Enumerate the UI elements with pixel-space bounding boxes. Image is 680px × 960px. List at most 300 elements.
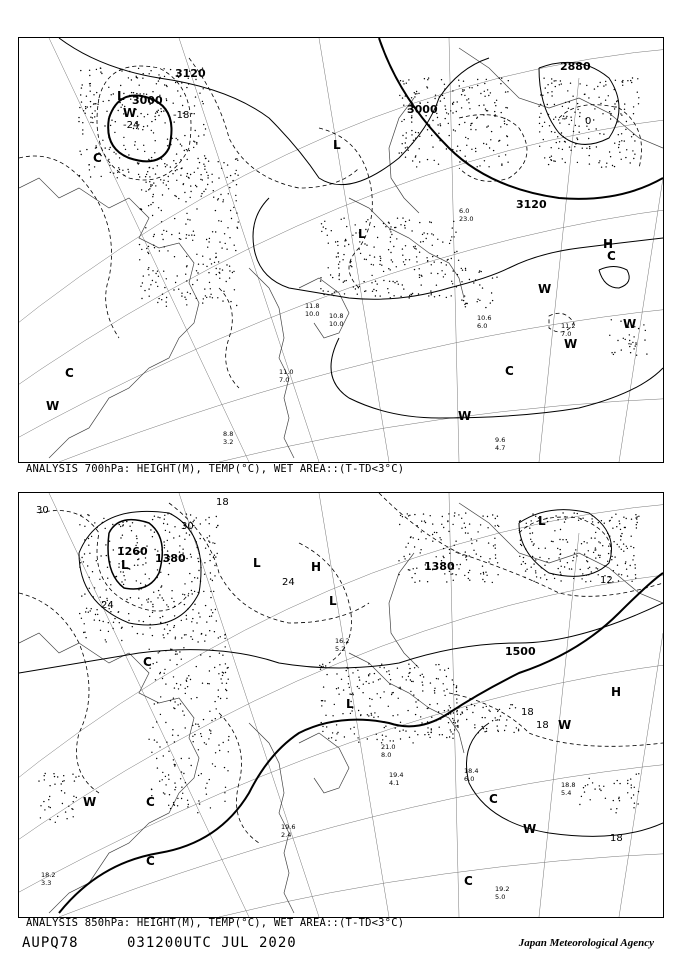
wet-area-dot (419, 277, 420, 278)
wet-area-dot (110, 147, 111, 148)
wet-area-dot (85, 637, 86, 638)
wet-area-dot (178, 289, 179, 290)
wet-area-dot (572, 560, 573, 561)
wet-area-dot (224, 233, 225, 234)
wet-area-dot (156, 758, 157, 759)
wet-area-dot (423, 676, 424, 677)
wet-area-dot (504, 730, 505, 731)
wet-area-dot (358, 742, 359, 743)
wet-area-dot (423, 232, 424, 233)
wet-area-dot (212, 612, 213, 613)
wet-area-dot (186, 532, 187, 533)
wet-area-dot (172, 735, 173, 736)
wet-area-dot (600, 542, 601, 543)
wet-area-dot (158, 652, 159, 653)
wet-area-dot (487, 527, 488, 528)
wet-area-dot (172, 729, 173, 730)
wet-area-dot (598, 541, 599, 542)
wet-area-dot (368, 674, 369, 675)
wet-area-dot (637, 78, 638, 79)
wet-area-dot (114, 132, 115, 133)
wet-area-dot (186, 234, 187, 235)
wet-area-dot (110, 611, 111, 612)
wet-area-dot (223, 199, 224, 200)
wet-area-dot (226, 683, 227, 684)
temp-label: 18 (610, 833, 623, 844)
wet-area-dot (551, 131, 552, 132)
wet-area-dot (634, 803, 635, 804)
wet-area-dot (619, 783, 620, 784)
wet-area-dot (397, 218, 398, 219)
wet-area-dot (465, 306, 466, 307)
wet-area-dot (399, 152, 400, 153)
wet-area-dot (562, 158, 563, 159)
wet-area-dot (86, 608, 87, 609)
wet-area-dot (416, 568, 417, 569)
wet-area-dot (201, 196, 202, 197)
wet-area-dot (136, 77, 137, 78)
wet-area-dot (176, 664, 177, 665)
wet-area-dot (453, 102, 454, 103)
wet-area-dot (345, 239, 346, 240)
wet-area-dot (229, 277, 230, 278)
wet-area-dot (495, 105, 496, 106)
wet-area-dot (584, 94, 585, 95)
wet-area-dot (215, 257, 216, 258)
wet-area-dot (461, 268, 462, 269)
wet-area-dot (178, 688, 179, 689)
wet-area-dot (405, 730, 406, 731)
wet-area-dot (368, 663, 369, 664)
wet-area-dot (158, 110, 159, 111)
wet-area-dot (207, 175, 208, 176)
wet-area-dot (165, 784, 166, 785)
wet-area-dot (324, 700, 325, 701)
wet-area-dot (385, 226, 386, 227)
wet-area-dot (617, 544, 618, 545)
wet-area-dot (191, 621, 192, 622)
wet-area-dot (414, 731, 415, 732)
station-value: 18.2 (41, 871, 56, 879)
wet-area-dot (212, 763, 213, 764)
wet-area-dot (337, 241, 338, 242)
wet-area-dot (152, 202, 153, 203)
wet-area-dot (431, 233, 432, 234)
station-value: 11.8 (305, 302, 320, 310)
wet-area-dot (164, 246, 165, 247)
wet-area-dot (169, 532, 170, 533)
wet-area-dot (161, 585, 162, 586)
wet-area-dot (163, 180, 164, 181)
wet-area-dot (144, 290, 145, 291)
wet-area-dot (414, 582, 415, 583)
warm-symbol: W (458, 409, 472, 423)
wet-area-dot (152, 215, 153, 216)
wet-area-dot (500, 126, 501, 127)
wet-area-dot (90, 176, 91, 177)
wet-area-dot (156, 111, 157, 112)
wet-area-dot (533, 543, 534, 544)
wet-area-dot (635, 344, 636, 345)
wet-area-dot (152, 727, 153, 728)
wet-area-dot (436, 285, 437, 286)
wet-area-dot (427, 732, 428, 733)
wet-area-dot (469, 570, 470, 571)
wet-area-dot (212, 297, 213, 298)
station-value: 10.6 (477, 314, 492, 322)
wet-area-dot (431, 273, 432, 274)
wet-area-dot (570, 150, 571, 151)
wet-area-dot (432, 256, 433, 257)
wet-area-dot (452, 738, 453, 739)
wet-area-dot (620, 113, 621, 114)
wet-area-dot (458, 80, 459, 81)
wet-area-dot (140, 113, 141, 114)
wet-area-dot (607, 561, 608, 562)
wet-area-dot (364, 259, 365, 260)
wet-area-dot (421, 531, 422, 532)
wet-area-dot (542, 95, 543, 96)
wet-area-dot (142, 634, 143, 635)
wet-area-dot (450, 707, 451, 708)
wet-area-dot (452, 90, 453, 91)
wet-area-dot (520, 520, 521, 521)
wet-area-dot (162, 294, 163, 295)
wet-area-dot (163, 523, 164, 524)
wet-area-dot (210, 807, 211, 808)
wet-area-dot (452, 679, 453, 680)
wet-area-dot (162, 779, 163, 780)
wet-area-dot (203, 164, 204, 165)
wet-area-dot (162, 597, 163, 598)
wet-area-dot (579, 804, 580, 805)
station-value: 6.0 (477, 322, 488, 330)
wet-area-dot (469, 87, 470, 88)
wet-area-dot (320, 288, 321, 289)
wet-area-dot (452, 573, 453, 574)
wet-area-dot (209, 554, 210, 555)
wet-area-dot (444, 670, 445, 671)
wet-area-dot (440, 539, 441, 540)
temp-label: 18 (536, 720, 549, 731)
wet-area-dot (452, 283, 453, 284)
wet-area-dot (119, 169, 120, 170)
wet-area-dot (168, 606, 169, 607)
wet-area-dot (321, 705, 322, 706)
wet-area-dot (205, 519, 206, 520)
wet-area-dot (236, 184, 237, 185)
wet-area-dot (457, 727, 458, 728)
wet-area-dot (164, 547, 165, 548)
wet-area-dot (380, 258, 381, 259)
station-value: 18.8 (561, 781, 576, 789)
wet-area-dot (325, 228, 326, 229)
wet-area-dot (495, 525, 496, 526)
wet-area-dot (489, 147, 490, 148)
wet-area-dot (638, 103, 639, 104)
wet-area-dot (450, 729, 451, 730)
wet-area-dot (475, 129, 476, 130)
wet-area-dot (382, 739, 383, 740)
wet-area-dot (197, 724, 198, 725)
wet-area-dot (121, 70, 122, 71)
wet-area-dot (184, 539, 185, 540)
wet-area-dot (419, 148, 420, 149)
wet-area-dot (153, 592, 154, 593)
wet-area-dot (565, 519, 566, 520)
wet-area-dot (489, 558, 490, 559)
wet-area-dot (486, 110, 487, 111)
wet-area-dot (412, 742, 413, 743)
wet-area-dot (157, 702, 158, 703)
wet-area-dot (171, 598, 172, 599)
wet-area-dot (220, 678, 221, 679)
wet-area-dot (426, 257, 427, 258)
wet-area-dot (385, 726, 386, 727)
wet-area-dot (411, 681, 412, 682)
wet-area-dot (627, 783, 628, 784)
wet-area-dot (206, 297, 207, 298)
wet-area-dot (214, 667, 215, 668)
wet-area-dot (582, 148, 583, 149)
wet-area-dot (161, 210, 162, 211)
wet-area-dot (194, 604, 195, 605)
wet-area-dot (146, 174, 147, 175)
wet-area-dot (166, 742, 167, 743)
wet-area-dot (95, 103, 96, 104)
wet-area-dot (413, 246, 414, 247)
wet-area-dot (421, 284, 422, 285)
wet-area-dot (218, 696, 219, 697)
wet-area-dot (215, 609, 216, 610)
wet-area-dot (466, 99, 467, 100)
wet-area-dot (128, 620, 129, 621)
wet-area-dot (196, 517, 197, 518)
wet-area-dot (539, 117, 540, 118)
wet-area-dot (467, 138, 468, 139)
wet-area-dot (421, 722, 422, 723)
wet-area-dot (320, 669, 321, 670)
wet-area-dot (113, 549, 114, 550)
wet-area-dot (173, 103, 174, 104)
wet-area-dot (79, 613, 80, 614)
wet-area-dot (228, 193, 229, 194)
wet-area-dot (442, 516, 443, 517)
wet-area-dot (137, 633, 138, 634)
wet-area-dot (148, 246, 149, 247)
wet-area-dot (225, 787, 226, 788)
wet-area-dot (393, 692, 394, 693)
wet-area-dot (621, 533, 622, 534)
wet-area-dot (614, 143, 615, 144)
wet-area-dot (148, 598, 149, 599)
wet-area-dot (386, 671, 387, 672)
wet-area-dot (208, 738, 209, 739)
wet-area-dot (174, 218, 175, 219)
wet-area-dot (209, 535, 210, 536)
wet-area-dot (460, 714, 461, 715)
wet-area-dot (84, 623, 85, 624)
wet-area-dot (229, 237, 230, 238)
wet-area-dot (167, 524, 168, 525)
wet-area-dot (353, 694, 354, 695)
wet-area-dot (437, 239, 438, 240)
wet-area-dot (105, 528, 106, 529)
wet-area-dot (420, 552, 421, 553)
wet-area-dot (586, 148, 587, 149)
wet-area-dot (378, 716, 379, 717)
wet-area-dot (198, 749, 199, 750)
wet-area-dot (120, 107, 121, 108)
wet-area-dot (89, 588, 90, 589)
wet-area-dot (429, 737, 430, 738)
wet-area-dot (165, 166, 166, 167)
wet-area-dot (217, 553, 218, 554)
wet-area-dot (90, 117, 91, 118)
wet-area-dot (523, 557, 524, 558)
wet-area-dot (544, 122, 545, 123)
wet-area-dot (566, 116, 567, 117)
wet-area-dot (434, 296, 435, 297)
wet-area-dot (410, 679, 411, 680)
wet-area-dot (147, 601, 148, 602)
wet-area-dot (200, 174, 201, 175)
wet-area-dot (374, 226, 375, 227)
cold-symbol: C (146, 795, 155, 809)
wet-area-dot (598, 574, 599, 575)
wet-area-dot (590, 581, 591, 582)
wet-area-dot (135, 141, 136, 142)
wet-area-dot (575, 125, 576, 126)
wet-area-dot (588, 129, 589, 130)
wet-area-dot (177, 275, 178, 276)
wet-area-dot (469, 523, 470, 524)
wet-area-dot (181, 787, 182, 788)
wet-area-dot (162, 239, 163, 240)
wet-area-dot (156, 83, 157, 84)
wet-area-dot (87, 565, 88, 566)
wet-area-dot (633, 547, 634, 548)
wet-area-dot (236, 212, 237, 213)
wet-area-dot (99, 620, 100, 621)
wet-area-dot (444, 710, 445, 711)
wet-area-dot (461, 299, 462, 300)
wet-area-dot (403, 729, 404, 730)
wet-area-dot (187, 686, 188, 687)
wet-area-dot (591, 571, 592, 572)
wet-area-dot (128, 154, 129, 155)
wet-area-dot (551, 83, 552, 84)
wet-area-dot (142, 564, 143, 565)
wet-area-dot (389, 229, 390, 230)
wet-area-dot (418, 539, 419, 540)
wet-area-dot (184, 604, 185, 605)
wet-area-dot (444, 695, 445, 696)
wet-area-dot (180, 175, 181, 176)
wet-area-dot (185, 693, 186, 694)
wet-area-dot (89, 75, 90, 76)
wet-area-dot (431, 294, 432, 295)
wet-area-dot (380, 295, 381, 296)
wet-area-dot (614, 556, 615, 557)
wet-area-dot (452, 103, 453, 104)
wet-area-dot (402, 255, 403, 256)
wet-area-dot (198, 612, 199, 613)
wet-area-dot (638, 791, 639, 792)
wet-area-dot (570, 83, 571, 84)
height-contours (19, 510, 663, 913)
wet-area-dot (220, 698, 221, 699)
wet-area-dot (402, 516, 403, 517)
wet-area-dot (498, 526, 499, 527)
wet-area-dot (86, 96, 87, 97)
wet-area-dot (154, 549, 155, 550)
wet-area-dot (448, 709, 449, 710)
wet-area-dot (569, 101, 570, 102)
wet-area-dot (227, 227, 228, 228)
wet-area-dot (565, 102, 566, 103)
wet-area-dot (181, 771, 182, 772)
wet-area-dot (383, 280, 384, 281)
wet-area-dot (209, 560, 210, 561)
wet-area-dot (336, 673, 337, 674)
wet-area-dot (222, 201, 223, 202)
wet-area-dot (159, 781, 160, 782)
wet-area-dot (484, 160, 485, 161)
wet-area-dot (402, 217, 403, 218)
wet-area-dot (223, 162, 224, 163)
wet-area-dot (191, 556, 192, 557)
wet-area-dot (148, 274, 149, 275)
wet-area-dot (560, 80, 561, 81)
cold-symbol: C (143, 655, 152, 669)
wet-area-dot (165, 683, 166, 684)
wet-area-dot (586, 85, 587, 86)
wet-area-dot (163, 68, 164, 69)
wet-area-dot (84, 553, 85, 554)
wet-area-dot (564, 118, 565, 119)
wet-area-dot (146, 248, 147, 249)
temp-label: -18 (173, 110, 190, 121)
wet-area-dot (540, 113, 541, 114)
wet-area-dot (456, 111, 457, 112)
wet-area-dot (545, 548, 546, 549)
wet-area-dot (175, 282, 176, 283)
wet-area-dot (81, 101, 82, 102)
wet-area-dot (398, 284, 399, 285)
wet-area-dot (380, 697, 381, 698)
wet-area-dot (567, 541, 568, 542)
wet-area-dot (197, 812, 198, 813)
wet-area-dot (215, 752, 216, 753)
wet-area-dot (351, 266, 352, 267)
wet-area-dot (114, 618, 115, 619)
wet-area-dot (465, 532, 466, 533)
wet-area-dot (336, 688, 337, 689)
wet-area-dot (634, 154, 635, 155)
wet-area-dot (151, 157, 152, 158)
wet-area-dot (432, 541, 433, 542)
wet-area-dot (100, 630, 101, 631)
wet-area-dot (613, 541, 614, 542)
wet-area-dot (109, 149, 110, 150)
wet-area-dot (175, 638, 176, 639)
graticule (19, 493, 663, 917)
wet-area-dot (207, 184, 208, 185)
wet-area-dot (198, 726, 199, 727)
wet-area-dot (163, 637, 164, 638)
wet-area-dot (107, 578, 108, 579)
